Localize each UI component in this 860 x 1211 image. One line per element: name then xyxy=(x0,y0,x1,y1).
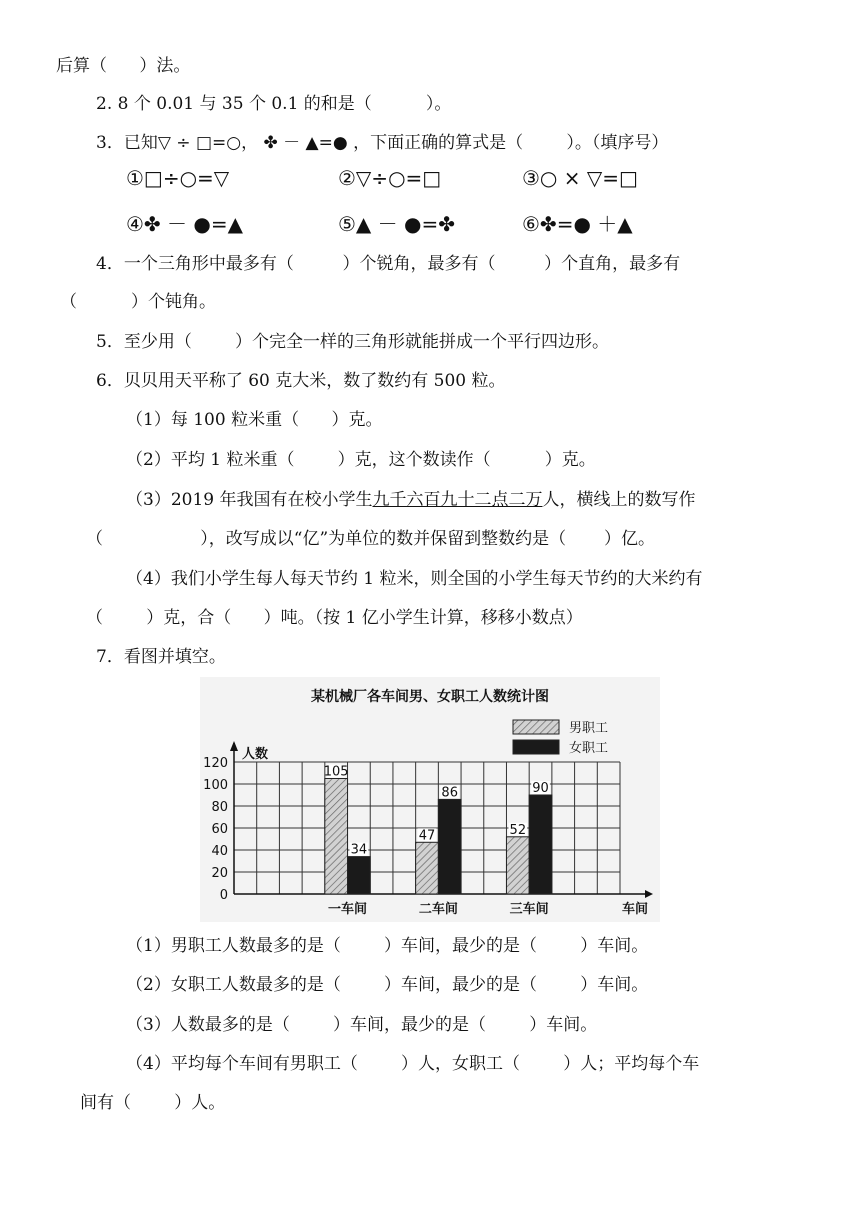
question-5: 5．至少用（ ）个完全一样的三角形就能拼成一个平行四边形。 xyxy=(96,332,610,352)
question-6-3-cont: （ ），改写成以“亿”为单位的数并保留到整数约是（ ）亿。 xyxy=(86,529,655,549)
chart-question-1: （1）男职工人数最多的是（ ）车间，最少的是（ ）车间。 xyxy=(126,936,649,956)
question-6-4: （4）我们小学生每人每天节约 1 粒米，则全国的小学生每天节约的大米约有 xyxy=(126,569,703,589)
legend-swatch xyxy=(513,740,559,754)
option-4: ④✤ － ●=▲ xyxy=(126,212,243,236)
chart-question-4-cont: 间有（ ）人。 xyxy=(80,1093,226,1113)
chart-title: 某机械厂各车间男、女职工人数统计图 xyxy=(311,689,549,705)
y-tick-label: 100 xyxy=(203,778,228,793)
y-tick-label: 0 xyxy=(219,888,228,903)
y-tick-label: 40 xyxy=(211,844,228,859)
legend-swatch xyxy=(513,720,559,734)
chart-question-3: （3）人数最多的是（ ）车间，最少的是（ ）车间。 xyxy=(126,1015,598,1035)
question-6: 6．贝贝用天平称了 60 克大米，数了数约有 500 粒。 xyxy=(96,371,506,391)
question-6-3-end: 人，横线上的数写作 xyxy=(542,490,696,510)
category-label: 二车间 xyxy=(418,902,458,917)
x-axis-label: 车间 xyxy=(622,902,649,917)
option-2: ②▽÷○=□ xyxy=(338,166,442,190)
underlined-number: 九千六百九十二点二万 xyxy=(372,490,543,510)
bar-male xyxy=(325,779,348,895)
question-4-cont: （ ）个钝角。 xyxy=(60,292,217,312)
data-label: 105 xyxy=(323,764,349,780)
data-label: 47 xyxy=(418,828,436,844)
question-2: 2. 8 个 0.01 与 35 个 0.1 的和是（ ）。 xyxy=(96,94,452,114)
y-tick-label: 120 xyxy=(203,756,228,771)
question-7: 7．看图并填空。 xyxy=(96,647,226,667)
y-axis-label: 人数 xyxy=(242,747,269,762)
question-4: 4．一个三角形中最多有（ ）个锐角，最多有（ ）个直角，最多有 xyxy=(96,254,681,274)
category-label: 三车间 xyxy=(509,902,549,917)
question-6-1: （1）每 100 粒米重（ ）克。 xyxy=(126,410,383,430)
bar-male xyxy=(416,842,439,894)
bar-male xyxy=(506,837,529,894)
data-label: 86 xyxy=(441,785,458,801)
text-line: 后算（ ）法。 xyxy=(56,56,191,76)
option-6: ⑥✤=● ＋▲ xyxy=(522,212,633,236)
question-3: 3．已知▽ ÷ □=○， ✤ － ▲=● ，下面正确的算式是（ ）。（填序号） xyxy=(96,133,669,153)
chart-question-2: （2）女职工人数最多的是（ ）车间，最少的是（ ）车间。 xyxy=(126,975,649,995)
question-6-4-cont: （ ）克，合（ ）吨。（按 1 亿小学生计算，移移小数点） xyxy=(86,608,583,628)
bar-chart xyxy=(200,677,660,922)
chart-question-4: （4）平均每个车间有男职工（ ）人，女职工（ ）人；平均每个车 xyxy=(126,1054,700,1074)
data-label: 90 xyxy=(532,781,549,796)
y-tick-label: 60 xyxy=(211,822,228,837)
bar-female xyxy=(348,857,371,894)
legend-label: 男职工 xyxy=(569,721,609,736)
question-6-3 xyxy=(126,488,695,512)
bar-female xyxy=(438,799,461,894)
data-label: 34 xyxy=(350,842,368,858)
bar-female xyxy=(529,795,552,894)
legend-label: 女职工 xyxy=(569,741,609,756)
question-6-3-start: （3）2019 年我国有在校小学生 xyxy=(126,490,373,510)
y-tick-label: 20 xyxy=(211,866,228,881)
question-6-2: （2）平均 1 粒米重（ ）克，这个数读作（ ）克。 xyxy=(126,450,596,470)
category-label: 一车间 xyxy=(328,902,368,917)
option-3: ③○ × ▽=□ xyxy=(522,166,638,190)
option-5: ⑤▲ － ●=✤ xyxy=(338,212,455,236)
y-tick-label: 80 xyxy=(211,800,228,815)
option-1: ①□÷○=▽ xyxy=(126,166,230,190)
data-label: 52 xyxy=(509,822,527,838)
